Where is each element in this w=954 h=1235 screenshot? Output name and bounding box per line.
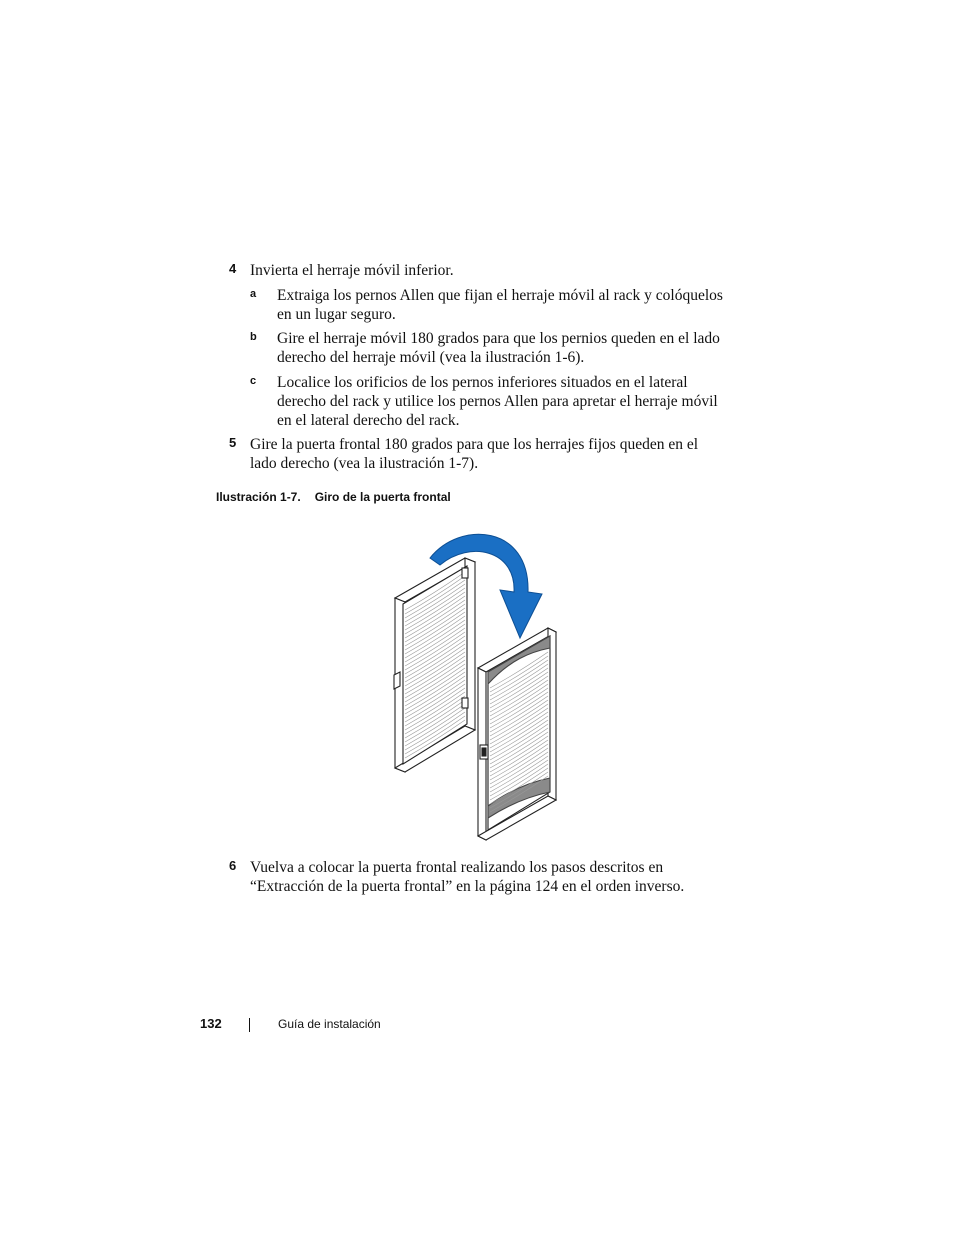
text-line: Extraiga los pernos Allen que fijan el herraje móvil al rack y colóquelos: [277, 287, 723, 304]
footer-divider: [249, 1018, 250, 1032]
step-text: [250, 435, 730, 473]
text-line: en el lateral derecho del rack.: [277, 412, 460, 429]
page-number: 132: [200, 1016, 222, 1031]
right-door: [478, 628, 556, 840]
substep-c: [250, 373, 730, 433]
step-number: 5: [229, 435, 237, 450]
step-5: [229, 435, 729, 475]
text-line: Vuelva a colocar la puerta frontal realizando los pasos descritos en: [250, 859, 664, 876]
substep-a: [250, 286, 730, 326]
door-rotation-illustration: [370, 520, 570, 850]
text-line: lado derecho (vea la ilustración 1-7).: [250, 455, 479, 472]
footer-title: Guía de instalación: [278, 1017, 381, 1031]
figure-label: Ilustración 1-7.: [216, 490, 301, 504]
substep-letter: c: [250, 375, 257, 387]
substep-b: [250, 329, 730, 369]
figure-caption: [216, 490, 451, 504]
step-text: [250, 858, 730, 896]
step-6: [229, 858, 729, 898]
text-line: Gire la puerta frontal 180 grados para que los herrajes fijos queden en el: [250, 436, 699, 453]
step-4: [229, 261, 729, 281]
substep-text: [277, 286, 737, 324]
substep-letter: a: [250, 288, 257, 300]
step-text: Invierta el herraje móvil inferior.: [250, 262, 454, 279]
substep-text: [277, 373, 737, 430]
text-line: derecho del rack y utilice los pernos Allen para apretar el herraje móvil: [277, 393, 718, 410]
left-door: [394, 558, 475, 772]
figure-title: Giro de la puerta frontal: [314, 490, 451, 504]
substep-letter: b: [250, 331, 257, 343]
text-line: derecho del herraje móvil (vea la ilustración 1-6).: [277, 349, 585, 366]
step-number: 4: [229, 261, 237, 276]
text-line: “Extracción de la puerta frontal” en la página 124 en el orden inverso.: [250, 878, 685, 895]
substep-text: [277, 329, 737, 367]
text-line: Gire el herraje móvil 180 grados para que los pernios queden en el lado: [277, 330, 720, 347]
step-number: 6: [229, 858, 237, 873]
text-line: Localice los orificios de los pernos inferiores situados en el lateral: [277, 374, 688, 391]
text-line: en un lugar seguro.: [277, 306, 396, 323]
